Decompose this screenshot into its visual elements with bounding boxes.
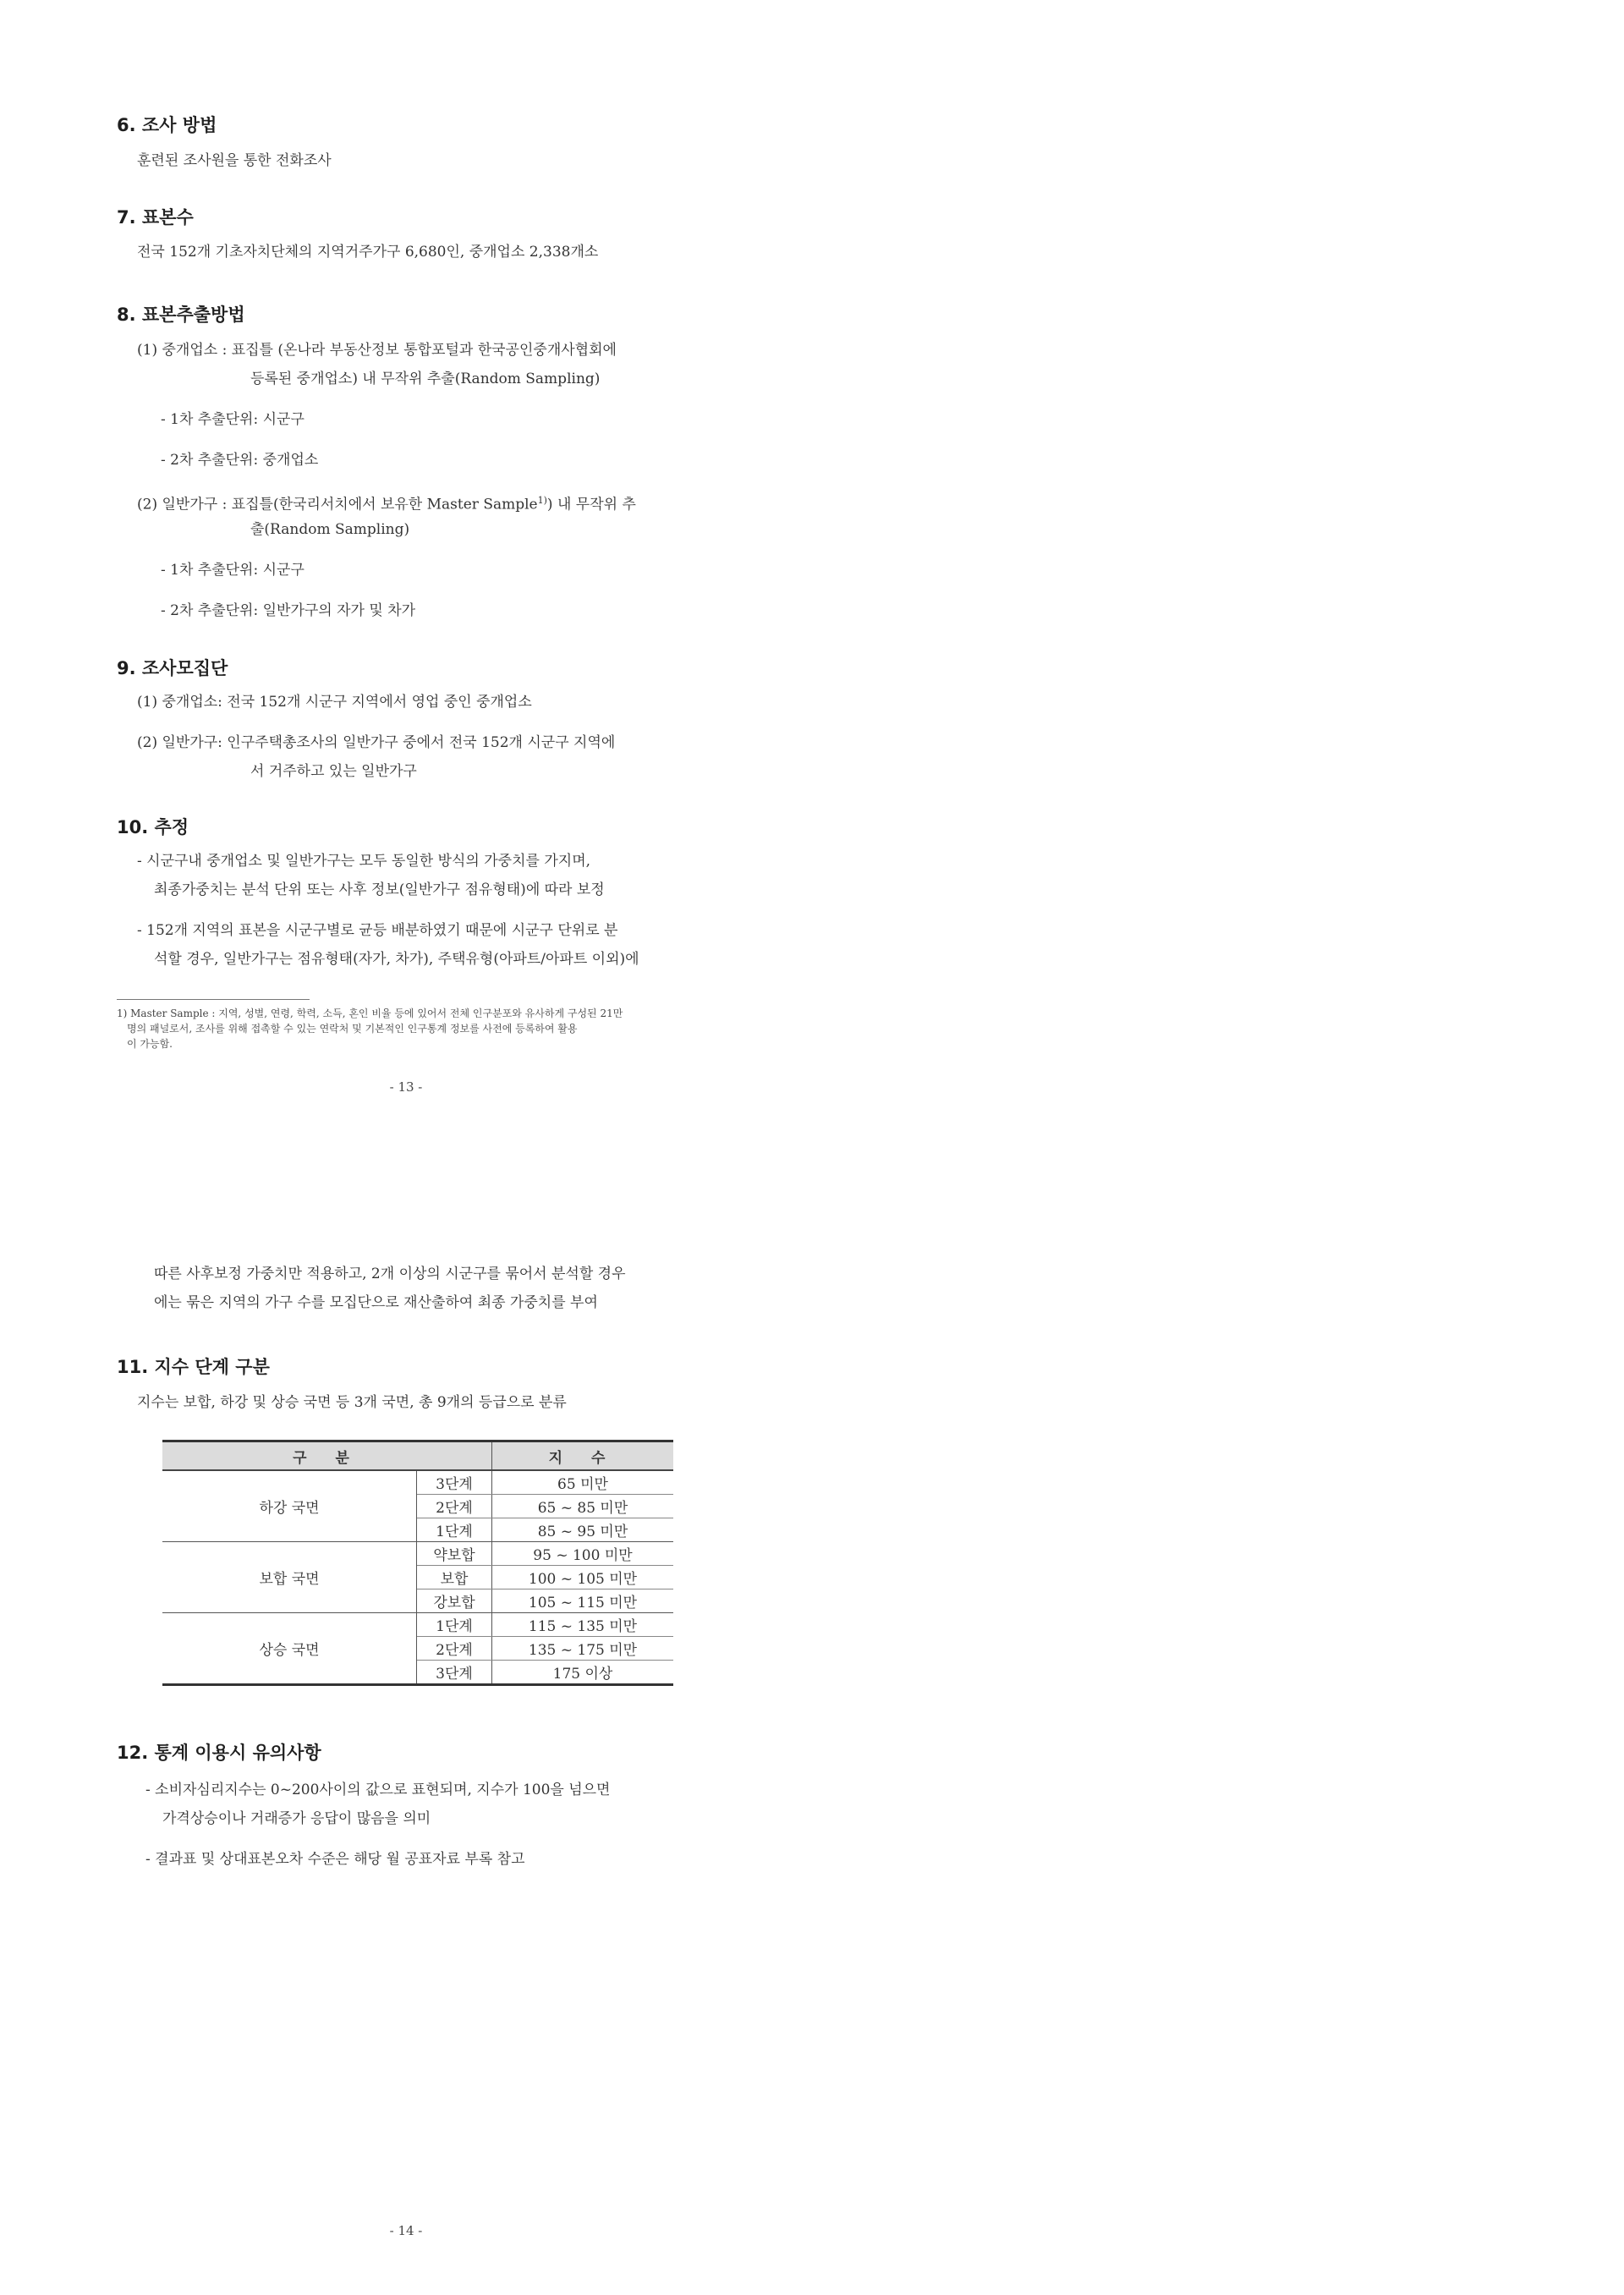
- section-10-heading: 10. 추정: [117, 817, 189, 837]
- section-8-item-2-line-2: 출(Random Sampling): [250, 521, 410, 538]
- footnote-reference-1: 1): [537, 495, 547, 506]
- index-range-cell: 135 ~ 175 미만: [492, 1637, 674, 1661]
- section-8-item-2-sub-2: - 2차 추출단위: 일반가구의 자가 및 차가: [161, 602, 416, 619]
- table-row: [162, 1470, 673, 1495]
- index-range-cell: 65 ~ 85 미만: [492, 1495, 674, 1518]
- section-6-heading: 6. 조사 방법: [117, 115, 217, 135]
- section-10-bullet-1-line-2: 최종가중치는 분석 단위 또는 사후 정보(일반가구 점유형태)에 따라 보정: [154, 881, 605, 898]
- table-header-category: 구 분: [162, 1441, 492, 1471]
- table-header-index: 지 수: [492, 1441, 674, 1471]
- level-cell: 1단계: [417, 1518, 492, 1542]
- section-8-item-1-line-1: (1) 중개업소 : 표집틀 (온나라 부동산정보 통합포털과 한국공인중개사협회에: [137, 342, 617, 359]
- index-range-cell: 175 이상: [492, 1661, 674, 1685]
- index-range-cell: 65 미만: [492, 1470, 674, 1495]
- footnote-divider: [117, 999, 310, 1000]
- footnote-line-3: 이 가능함.: [127, 1038, 173, 1050]
- section-10-continuation-line-2: 에는 묶은 지역의 가구 수를 모집단으로 재산출하여 최종 가중치를 부여: [154, 1294, 598, 1311]
- index-range-cell: 100 ~ 105 미만: [492, 1566, 674, 1589]
- section-8-item-1-sub-2: - 2차 추출단위: 중개업소: [161, 452, 319, 469]
- section-12-bullet-2: - 결과표 및 상대표본오차 수준은 해당 월 공표자료 부록 참고: [145, 1851, 525, 1868]
- section-8-item-2-sub-1: - 1차 추출단위: 시군구: [161, 562, 304, 579]
- index-range-cell: 105 ~ 115 미만: [492, 1589, 674, 1613]
- footnote-line-2: 명의 패널로서, 조사를 위해 접촉할 수 있는 연락처 및 기본적인 인구통계 정보를 사전에 등록하여 활용: [127, 1023, 578, 1035]
- document-page-13: [0, 0, 1624, 1147]
- section-9-heading: 9. 조사모집단: [117, 658, 228, 678]
- section-7-heading: 7. 표본수: [117, 207, 194, 228]
- section-10-bullet-2-line-1: - 152개 지역의 표본을 시군구별로 균등 배분하였기 때문에 시군구 단위로 분: [137, 922, 618, 939]
- index-grade-table: [162, 1440, 673, 1686]
- index-range-cell: 85 ~ 95 미만: [492, 1518, 674, 1542]
- section-9-line-2: (2) 일반가구: 인구주택총조사의 일반가구 중에서 전국 152개 시군구 지역에: [137, 734, 616, 751]
- phase-cell: 상승 국면: [162, 1613, 417, 1685]
- footnote-line-1: 1) Master Sample : 지역, 성별, 연령, 학력, 소득, 혼인 비율 등에 있어서 전체 인구분포와 유사하게 구성된 21만: [117, 1007, 623, 1019]
- level-cell: 1단계: [417, 1613, 492, 1637]
- level-cell: 2단계: [417, 1637, 492, 1661]
- page-number-13: - 13 -: [389, 1079, 423, 1095]
- section-9-line-1: (1) 중개업소: 전국 152개 시군구 지역에서 영업 중인 중개업소: [137, 694, 532, 711]
- section-8-item-1-line-2: 등록된 중개업소) 내 무작위 추출(Random Sampling): [250, 371, 601, 387]
- section-7-body: 전국 152개 기초자치단체의 지역거주가구 6,680인, 중개업소 2,338개소: [137, 244, 599, 261]
- phase-cell: 보합 국면: [162, 1542, 417, 1613]
- table-row: [162, 1542, 673, 1566]
- level-cell: 3단계: [417, 1661, 492, 1685]
- level-cell: 3단계: [417, 1470, 492, 1495]
- phase-cell: 하강 국면: [162, 1470, 417, 1542]
- section-12-bullet-1-line-2: 가격상승이나 거래증가 응답이 많음을 의미: [162, 1810, 431, 1827]
- section-8-heading: 8. 표본추출방법: [117, 305, 245, 325]
- section-6-body: 훈련된 조사원을 통한 전화조사: [137, 152, 332, 169]
- section-12-bullet-1-line-1: - 소비자심리지수는 0~200사이의 값으로 표현되며, 지수가 100을 넘으면: [145, 1782, 611, 1798]
- table-header-row: [162, 1441, 673, 1471]
- section-12-heading: 12. 통계 이용시 유의사항: [117, 1743, 321, 1763]
- section-8-item-1-sub-1: - 1차 추출단위: 시군구: [161, 411, 304, 428]
- section-9-line-3: 서 거주하고 있는 일반가구: [250, 763, 417, 780]
- section-8-item-2-line-1-a: (2) 일반가구 : 표집틀(한국리서치에서 보유한 Master Sample: [137, 496, 538, 513]
- index-range-cell: 115 ~ 135 미만: [492, 1613, 674, 1637]
- section-8-item-2-line-1: [137, 491, 636, 515]
- section-8-item-2-line-1-b: ) 내 무작위 추: [546, 496, 636, 513]
- section-10-continuation-line-1: 따른 사후보정 가중치만 적용하고, 2개 이상의 시군구를 묶어서 분석할 경우: [154, 1266, 626, 1282]
- section-10-bullet-2-line-2: 석할 경우, 일반가구는 점유형태(자가, 차가), 주택유형(아파트/아파트 이외)에: [154, 951, 639, 968]
- level-cell: 보합: [417, 1566, 492, 1589]
- level-cell: 강보합: [417, 1589, 492, 1613]
- level-cell: 2단계: [417, 1495, 492, 1518]
- page-number-14: - 14 -: [389, 2223, 423, 2238]
- section-10-bullet-1-line-1: - 시군구내 중개업소 및 일반가구는 모두 동일한 방식의 가중치를 가지며,: [137, 853, 591, 870]
- level-cell: 약보합: [417, 1542, 492, 1566]
- table-row: [162, 1613, 673, 1637]
- section-11-heading: 11. 지수 단계 구분: [117, 1357, 270, 1377]
- document-page-14: [0, 1147, 1624, 2295]
- index-range-cell: 95 ~ 100 미만: [492, 1542, 674, 1566]
- section-11-body: 지수는 보합, 하강 및 상승 국면 등 3개 국면, 총 9개의 등급으로 분류: [137, 1394, 567, 1411]
